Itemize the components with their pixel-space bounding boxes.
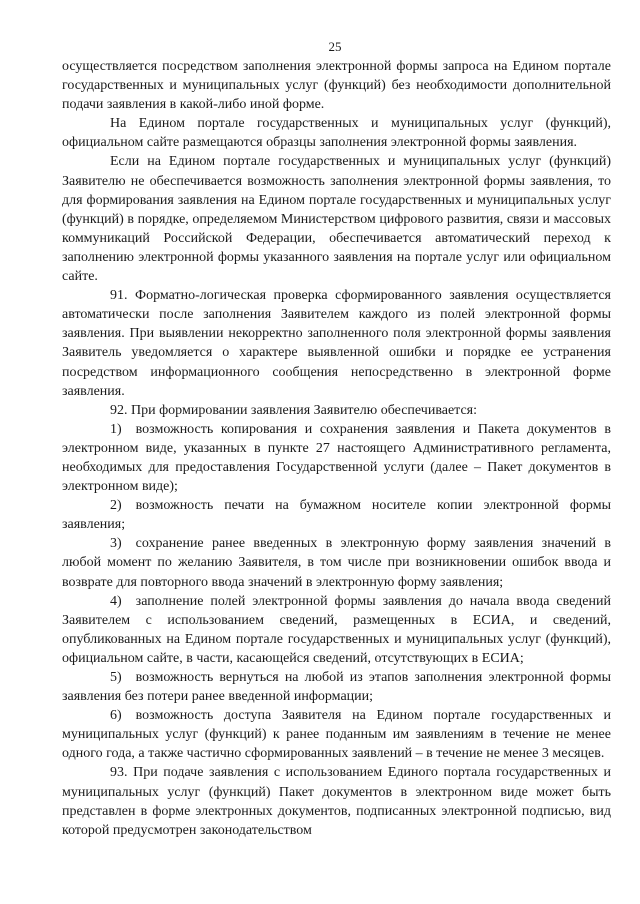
page-number: 25 xyxy=(328,39,342,54)
list-item-4: 4) заполнение полей электронной формы заявления до начала ввода сведений Заявителем с использованием сведений, размещенных в ЕСИА, и сведений, опубликованных на Едином портале государственных и муниципальных услуг (функций), официальном сайте, в части, касающейся сведений, отсутствующих в ЕСИА; xyxy=(62,593,611,666)
list-item-5: 5) возможность вернуться на любой из этапов заполнения электронной формы заявления без потери ранее введенной информации; xyxy=(62,670,611,705)
paragraph-sample-forms: На Едином портале государственных и муниципальных услуг (функций), официальном сайте размещаются образцы заполнения электронной формы заявления. xyxy=(62,116,611,151)
list-item-6: 6) возможность доступа Заявителя на Едином портале государственных и муниципальных услуг (функций) к ранее поданным им заявлениям в течение не менее одного года, а также частично сформированных заявлений – в течение не менее 3 месяцев. xyxy=(62,708,611,762)
list-item-2: 2) возможность печати на бумажном носителе копии электронной формы заявления; xyxy=(62,498,611,533)
list-item-3: 3) сохранение ранее введенных в электронную форму заявления значений в любой момент по желанию Заявителя, в том числе при возникновении ошибок ввода и возврате для повторного ввода значений в электронную форму заявления; xyxy=(62,536,611,590)
paragraph-continuation: осуществляется посредством заполнения электронной формы запроса на Едином портале государственных и муниципальных услуг (функций) без необходимости дополнительной подачи заявления в какой-либо иной форме. xyxy=(62,59,611,113)
paragraph-item-92: 92. При формировании заявления Заявителю обеспечивается: xyxy=(110,402,478,418)
list-item-1: 1) возможность копирования и сохранения заявления и Пакета документов в электронном виде, указанных в пункте 27 настоящего Административного регламента, необходимых для предоставления Государственной услуги (далее – Пакет документов в электронном виде); xyxy=(62,421,611,495)
paragraph-item-93: 93. При подаче заявления с использованием Единого портала государственных и муниципальных услуг (функций) Пакет документов в электронном виде может быть представлен в форме электронных документов, подписанных электронной подписью, вид которой предусмотрен законодательством xyxy=(62,765,611,838)
paragraph-auto-transition: Если на Едином портале государственных и муниципальных услуг (функций) Заявителю не обеспечивается возможность заполнения электронной формы заявления, то для формирования заявления на Едином портале государственных и муниципальных услуг (функций) в порядке, определяемом Министерством цифрового развития, связи и массовых коммуникаций Российской Федерации, обеспечивается автоматический переход к заполнению электронной формы указанного заявления на портале услуг или официальном сайте. xyxy=(62,154,611,285)
paragraph-item-91: 91. Форматно-логическая проверка сформированного заявления осуществляется автоматически после заполнения Заявителем каждого из полей электронной формы заявления. При выявлении некорректно заполненного поля электронной формы заявления Заявитель уведомляется о характере выявленной ошибки и порядке ее устранения посредством информационного сообщения непосредственно в электронной форме заявления. xyxy=(62,288,611,399)
document-body xyxy=(62,57,611,840)
